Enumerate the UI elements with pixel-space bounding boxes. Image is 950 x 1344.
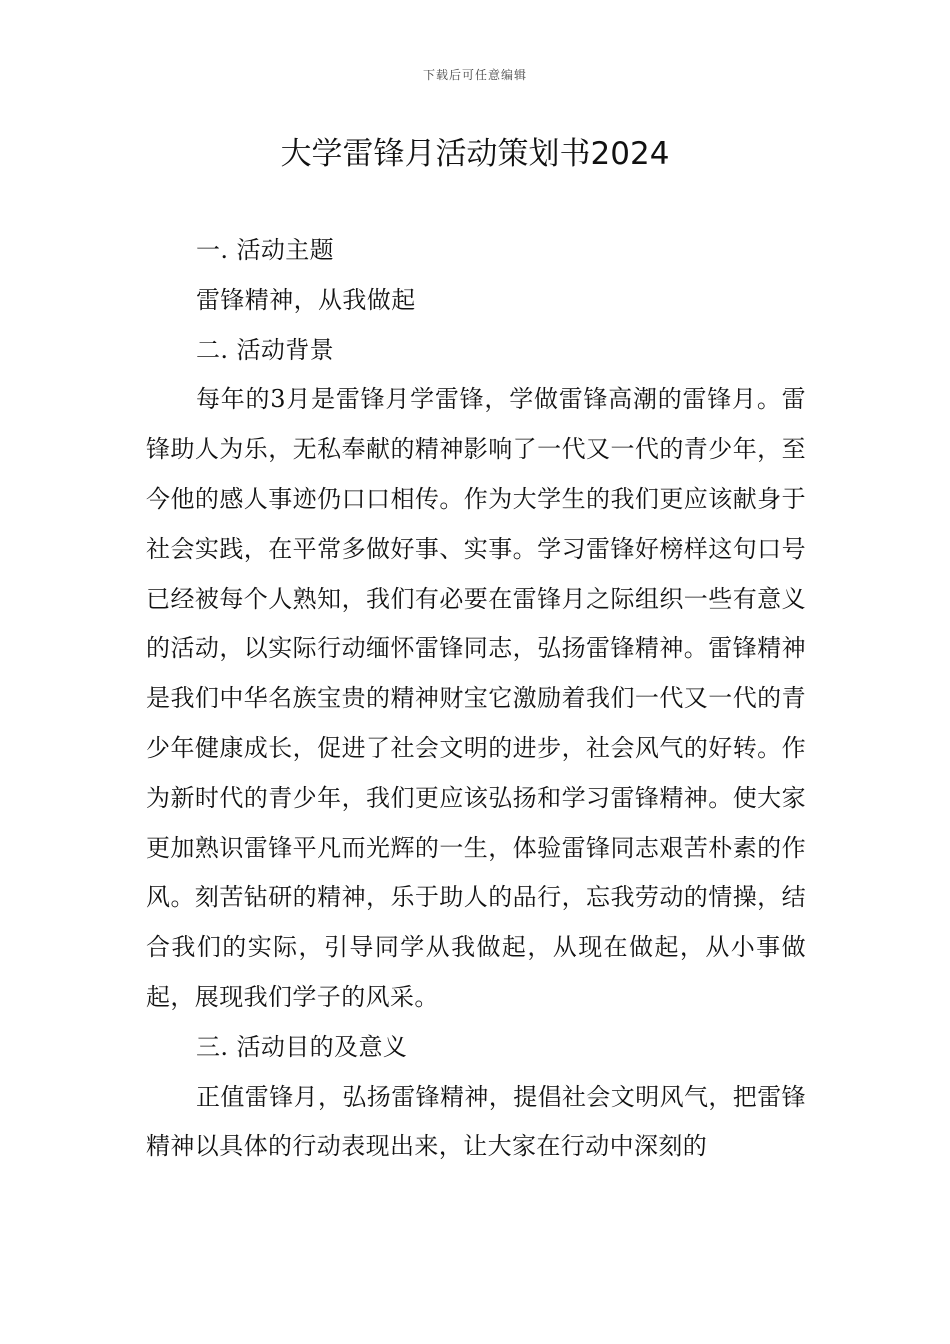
header-note: 下载后可任意编辑 [422, 68, 527, 82]
document-title: 大学雷锋月活动策划书2024 [280, 136, 670, 172]
background-paragraph: 每年的3月是雷锋月学雷锋，学做雷锋高潮的雷锋月。雷锋助人为乐，无私奉献的精神影响了一代又一代的青少年，至今他的感人事迹仍口口相传。作为大学生的我们更应该献身于社会实践，在平常多做好事、实事。学习雷锋好榜样这句口号已经被每个人熟知，我们有必要在雷锋月之际组织一些有意义的活动，以实际行动缅怀雷锋同志，弘扬雷锋精神。雷锋精神是我们中华名族宝贵的精神财宝它激励着我们一代又一代的青少年健康成长，促进了社会文明的进步，社会风气的好转。作为新时代的青少年，我们更应该弘扬和学习雷锋精神。使大家更加熟识雷锋平凡而光辉的一生，体验雷锋同志艰苦朴素的作风。刻苦钻研的精神，乐于助人的品行，忘我劳动的情操，结合我们的实际，引导同学从我做起，从现在做起，从小事做起，展现我们学子的风采。 [146, 385, 806, 1011]
purpose-paragraph: 正值雷锋月，弘扬雷锋精神，提倡社会文明风气，把雷锋精神以具体的行动表现出来，让大家在行动中深刻的 [146, 1082, 806, 1161]
document-body [146, 226, 806, 1172]
section-heading-background: 二. 活动背景 [196, 335, 335, 364]
section-heading-purpose: 三. 活动目的及意义 [196, 1032, 408, 1061]
section-heading-theme: 一. 活动主题 [196, 236, 335, 264]
theme-text: 雷锋精神，从我做起 [196, 285, 416, 314]
